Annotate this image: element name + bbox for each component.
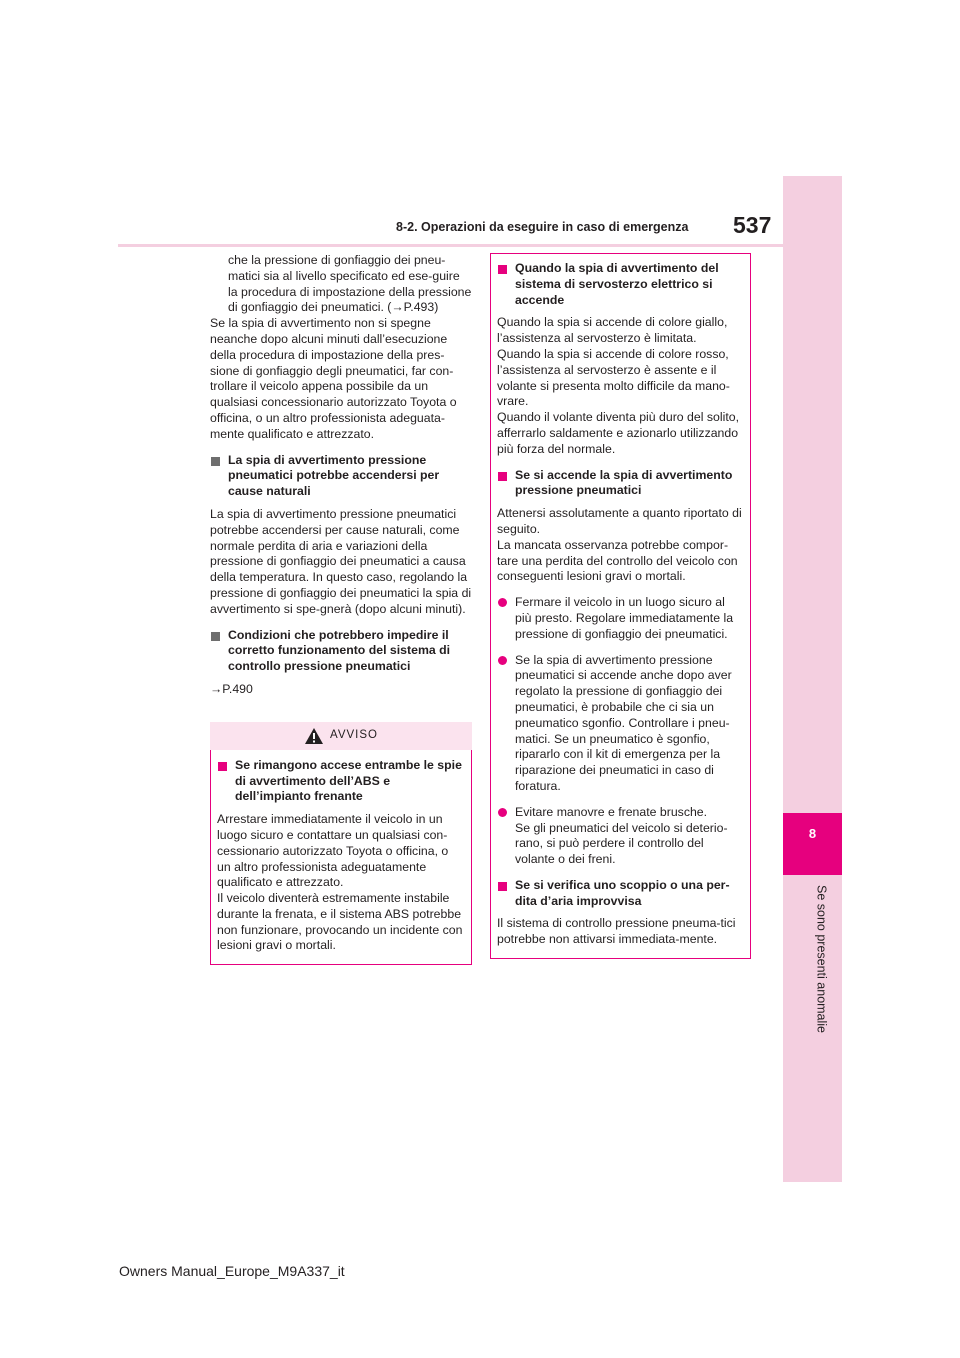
section-text: Quando la spia si accende di colore giallo, l’assistenza al servosterzo è limitata. Quando la spia si accende di colore rosso, l’assistenza al servosterzo è assente e il volante si presenta molto difficile da mano-vrare. Quando il volante diventa più duro del solito, afferrarlo saldamente e azionarlo utilizzando più forza del normale. [497, 315, 739, 456]
side-chapter-title-wrap [783, 885, 842, 1053]
section-text: La spia di avvertimento pressione pneumatici potrebbe accendersi per cause naturali, come normale perdita di aria e variazioni della pressione di gonfiaggio dei pneumatici a causa della temperatura. In questo caso, regolando la pressione di gonfiaggio dei pneumatici la spia di avvertimento si spe-gnerà (dopo alcuni minuti). [210, 506, 472, 616]
section-heading [497, 878, 744, 910]
intro-continued: che la pressione di gonfiaggio dei pneu-matici sia al livello specificato ed ese-guire la procedura di impostazione della pressione di gonfiaggio dei pneumatici. (→P.493) [228, 253, 472, 315]
warning-text: Arrestare immediatamente il veicolo in un luogo sicuro e contattare un qualsiasi con-cessionario autorizzato Toyota o officina, o un altro professionista adeguatamente qualificato e attrezzato. Il veicolo diventerà estremamente instabile durante la frenata, e il sistema ABS potrebbe non funzionare, provocando un incidente con lesioni gravi o mortali. [217, 812, 463, 953]
section-heading [210, 453, 472, 500]
caution-box [490, 253, 751, 959]
warning-box [210, 722, 472, 966]
section-heading-text: Quando la spia di avvertimento del sistema di servosterzo elettrico si accende [515, 261, 719, 307]
square-bullet-icon [211, 632, 220, 641]
bullet-item [497, 595, 744, 642]
paragraph: Se la spia di avvertimento non si spegne neanche dopo alcuni minuti dall’esecuzione della procedura di impostazione della pres-sione di gonfiaggio degli pneumatici, far con-trollare il veicolo appena possibile da un qualsiasi concessionario autorizzato Toyota o officina, o un altro professionista adeguata-mente qualificato e attrezzato. [210, 316, 457, 441]
warning-heading-text: Se rimangono accese entrambe le spie di avvertimento dell’ABS e dell’impianto frenante [235, 757, 462, 804]
bullet-item [497, 805, 744, 868]
warning-header [210, 722, 472, 750]
bullet-text: Se la spia di avvertimento pressione pneumatici si accende anche dopo aver regolato la pressione di gonfiaggio dei pneumatici, è probabile che ci sia un pneumatico sgonfio. Controllare i pneu-matici. Se un pneumatico è sgonfio, ripararlo con il kit di emergenza per la riparazione dei pneumatici in caso di foratura. [515, 652, 732, 793]
square-bullet-icon [498, 882, 507, 891]
section-heading-text: La spia di avvertimento pressione pneumatici potrebbe accendersi per cause naturali [228, 452, 440, 499]
left-column [210, 253, 472, 965]
section-text: Attenersi assolutamente a quanto riportato di seguito. La mancata osservanza potrebbe compor-tare una perdita del controllo del veicolo con conseguenti lesioni gravi o mortali. [497, 506, 742, 584]
side-chapter-box [783, 813, 842, 875]
round-bullet-icon [498, 656, 507, 665]
footer-text: Owners Manual_Europe_M9A337_it [119, 1263, 345, 1279]
section-title: 8-2. Operazioni da eseguire in caso di emergenza [396, 220, 689, 234]
section-heading-text: Condizioni che potrebbero impedire il corretto funzionamento del sistema di controllo pressione pneumatici [228, 627, 451, 674]
square-bullet-icon [218, 762, 227, 771]
header-rule [118, 244, 842, 247]
square-bullet-icon [211, 457, 220, 466]
bullet-item [497, 653, 744, 795]
right-column [490, 253, 751, 959]
section-heading-text: Se si verifica uno scoppio o una per-dita d’aria improvvisa [515, 877, 730, 908]
square-bullet-icon [498, 265, 507, 274]
section-heading [210, 628, 472, 675]
page-reference: →P.490 [210, 681, 253, 696]
round-bullet-icon [498, 808, 507, 817]
section-heading [497, 261, 744, 308]
warning-triangle-icon [304, 727, 324, 745]
round-bullet-icon [498, 598, 507, 607]
side-chapter-title: Se sono presenti anomalie [814, 885, 829, 1034]
square-bullet-icon [498, 472, 507, 481]
warning-body [210, 750, 472, 966]
warning-title: AVVISO [330, 728, 378, 741]
section-text: Il sistema di controllo pressione pneuma-tici potrebbe non attivarsi immediata-mente. [497, 916, 736, 947]
warning-heading [217, 758, 465, 805]
section-heading [497, 468, 744, 500]
bullet-text: Evitare manovre e frenate brusche. Se gli pneumatici del veicolo si deterio-rano, si può perdere il controllo del volante o dei freni. [515, 804, 728, 867]
page-number: 537 [733, 212, 772, 238]
section-heading-text: Se si accende la spia di avvertimento pressione pneumatici [515, 467, 733, 498]
bullet-text: Fermare il veicolo in un luogo sicuro al più presto. Regolare immediatamente la pressione di gonfiaggio dei pneumatici. [515, 595, 734, 641]
side-chapter-number: 8 [808, 826, 817, 841]
